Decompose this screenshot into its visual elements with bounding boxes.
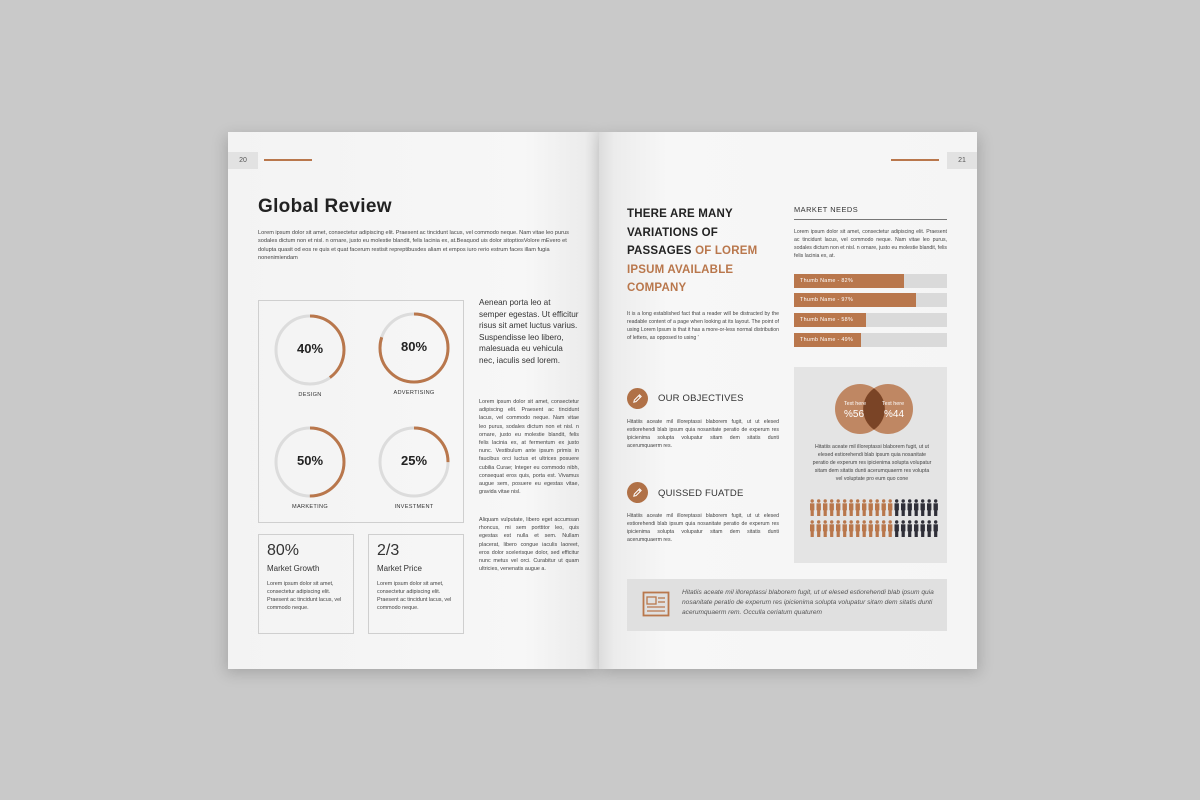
progress-bar-fill: Thumb Name - 97% — [794, 293, 916, 307]
pencil-icon — [627, 388, 648, 409]
person-icon — [869, 499, 873, 516]
page-rule — [264, 159, 312, 161]
venn-text: Hitatiis aceate mil illoreptassi blaborem fugit, ut ut elesed estiorehendi blab ipsum quia nosanitate peratio de experum res ipicienima solupta volupatur sitam dem sitatis dunti acerumquaerm res volupta vel voluptate pro eum quo cone — [812, 444, 932, 482]
person-icon — [875, 499, 879, 516]
ring-label: MARKETING — [292, 504, 328, 510]
person-icon — [856, 499, 860, 516]
progress-bar — [794, 293, 947, 307]
person-icon — [908, 499, 912, 516]
objective-text: Hitatiis aceate mil illoreptassi blaborem fugit, ut ut elesed estiorehendi blab ipsum quia nosanitate peratio de experum res ipicienima solupta volupatur sitam dem sitatis dunti acerumquaerm res. — [627, 419, 779, 449]
person-icon — [927, 520, 931, 537]
ring-label: DESIGN — [298, 392, 322, 398]
body-paragraph: Lorem ipsum dolor sit amet, consectetur adipiscing elit. Praesent ac tincidunt lacus, vel commodo neque. Nam vitae leo purus, sodales dictum non et nisl. n ornare, justo eu molestie blandit, felis felis lacinia ex, at fermentum ex justo nunc. Vestibulum ante ipsum primis in faucibus orci luctus et ultrices posuere cubilia Curae; Integer eu commodo nibh, consequat eros quis, porta est. Vivamus augue sem, posuere eu egestas vitae, gravida vitae nisl. — [479, 399, 579, 496]
page-title: Global Review — [258, 196, 392, 217]
person-icon — [817, 520, 821, 537]
pencil-icon — [627, 482, 648, 503]
person-icon — [843, 520, 847, 537]
progress-bar — [794, 274, 947, 288]
progress-bar-fill: Thumb Name - 82% — [794, 274, 904, 288]
body-paragraph: Aliquam vulputate, libero eget accumsan rhoncus, mi sem porttitor leo, quis egestas est nulla et sem. Nullam placerat, libero congue iaculis laoreet, eros dolor scelerisque dolor, sed efficitur nunc metus vel orci. Curabitur ut quam ultricies, venenatis augue a. — [479, 517, 579, 573]
person-icon — [823, 499, 827, 516]
feature-heading — [627, 205, 777, 298]
person-icon — [921, 499, 925, 516]
venn-diagram — [794, 367, 947, 443]
objective-title: QUISSED FUATDE — [658, 488, 744, 499]
venn-left-small: Text here — [843, 401, 867, 407]
person-icon — [934, 499, 938, 516]
ring-label: INVESTMENT — [394, 504, 434, 510]
document-icon — [642, 591, 670, 617]
objective-text: Hitatiis aceate mil illoreptassi blaborem fugit, ut ut elesed estiorehendi blab ipsum quia nosanitate peratio de experum res ipicienima solupta volupatur sitam dem sitatis dunti acerumquaerm res. — [627, 513, 779, 543]
ring-value: 40% — [296, 341, 324, 356]
progress-bar-fill: Thumb Name - 49% — [794, 333, 861, 347]
person-icon — [810, 499, 814, 516]
venn-panel — [794, 367, 947, 563]
person-icon — [836, 499, 840, 516]
heading-accent: OF LOREM IPSUM AVAILABLE COMPANY — [627, 245, 758, 294]
person-icon — [830, 499, 834, 516]
progress-bar-fill: Thumb Name - 58% — [794, 313, 866, 327]
person-icon — [843, 499, 847, 516]
person-icon — [849, 520, 853, 537]
person-icon — [908, 520, 912, 537]
market-needs-title: MARKET NEEDS — [794, 205, 859, 214]
person-icon — [914, 499, 918, 516]
person-icon — [934, 520, 938, 537]
stat-card-market-growth — [258, 534, 354, 634]
people-icon-grid — [809, 498, 939, 542]
progress-bar — [794, 313, 947, 327]
venn-left-value: %56 — [843, 409, 865, 420]
note-callout — [627, 579, 947, 631]
stat-text: Lorem ipsum dolor sit amet, consectetur adipiscing elit. Praesent ac tincidunt lacus, vel commodo neque. — [377, 581, 452, 611]
page-rule — [891, 159, 939, 161]
person-icon — [888, 520, 892, 537]
left-page — [228, 132, 599, 669]
progress-ring-advertising — [369, 311, 459, 396]
person-icon — [901, 520, 905, 537]
stat-value: 80% — [267, 542, 300, 559]
heading-main: THERE ARE MANY VARIATIONS OF PASSAGES — [627, 208, 733, 257]
person-icon — [836, 520, 840, 537]
person-icon — [875, 520, 879, 537]
ring-label: ADVERTISING — [393, 390, 435, 396]
progress-rings-panel — [258, 300, 464, 523]
stat-text: Lorem ipsum dolor sit amet, consectetur adipiscing elit. Praesent ac tincidunt lacus, vel commodo neque. — [267, 581, 342, 611]
ring-value: 50% — [296, 453, 324, 468]
person-icon — [856, 520, 860, 537]
page-number: 21 — [947, 152, 977, 169]
person-icon — [901, 499, 905, 516]
person-icon — [895, 520, 899, 537]
market-needs-text: Lorem ipsum dolor sit amet, consectetur adipiscing elit. Praesent ac tincidunt lacus, vel commodo neque. Nam vitae leo purus, sodales dictum non et nisl. n ornare, justo eu molestie blandit, felis felis lacinia ex, at. — [794, 229, 947, 259]
ring-value: 80% — [400, 339, 428, 354]
person-icon — [882, 499, 886, 516]
ring-value: 25% — [400, 453, 428, 468]
brochure-spread — [228, 132, 977, 669]
person-icon — [914, 520, 918, 537]
person-icon — [862, 520, 866, 537]
person-icon — [862, 499, 866, 516]
progress-ring-design — [265, 313, 355, 398]
person-icon — [888, 499, 892, 516]
stat-card-market-price — [368, 534, 464, 634]
progress-bar — [794, 333, 947, 347]
market-needs-rule — [794, 219, 947, 220]
objective-title: OUR OBJECTIVES — [658, 393, 744, 404]
person-icon — [927, 499, 931, 516]
person-icon — [882, 520, 886, 537]
person-icon — [810, 520, 814, 537]
stat-label: Market Growth — [267, 564, 320, 573]
person-icon — [921, 520, 925, 537]
person-icon — [849, 499, 853, 516]
intro-text: Lorem ipsum dolor sit amet, consectetur adipiscing elit. Praesent ac tincidunt lacus, vel commodo neque. Nam vitae leo purus sodales dictum non et nisl. n ornare, justo eu molestie blandit, felis lacinia ex, at.Beaquod uis dolor sitoptiosVolore mEvero et dolupta quasit od eos re quis et quat facerum restisit repreptibusdes aliam et empos iuro rerio estrum faces illam fugia nonenimiendam — [258, 230, 569, 262]
pull-quote: Aenean porta leo at semper egestas. Ut efficitur risus sit amet luctus varius. Suspendisse leo libero, malesuada eu vehicula nec, iaculis sed lorem. — [479, 298, 579, 365]
note-text: Hitatiis aceate mil illoreptassi blaborem fugit, ut ut elesed estiorehendi blab ipsum quia nosanitate peratio de experum res ipicienima solupta volupatur sitam dem sitatis dunti acerumquaerm rem. Occulla ceriatum quaturem — [682, 589, 934, 616]
person-icon — [817, 499, 821, 516]
progress-ring-marketing — [265, 425, 355, 510]
stat-label: Market Price — [377, 564, 422, 573]
stat-value: 2/3 — [377, 542, 400, 559]
person-icon — [869, 520, 873, 537]
person-icon — [830, 520, 834, 537]
page-number: 20 — [228, 152, 258, 169]
venn-right-small: Text here — [881, 401, 905, 407]
venn-right-value: %44 — [883, 409, 905, 420]
progress-ring-investment — [369, 425, 459, 510]
heading-text: It is a long established fact that a reader will be distracted by the readable content of a page when looking at its layout. The point of using Lorem Ipsum is that it has a more-or-less normal distribution of letters, as opposed to using ' — [627, 311, 779, 341]
person-icon — [823, 520, 827, 537]
person-icon — [895, 499, 899, 516]
right-page — [599, 132, 977, 669]
